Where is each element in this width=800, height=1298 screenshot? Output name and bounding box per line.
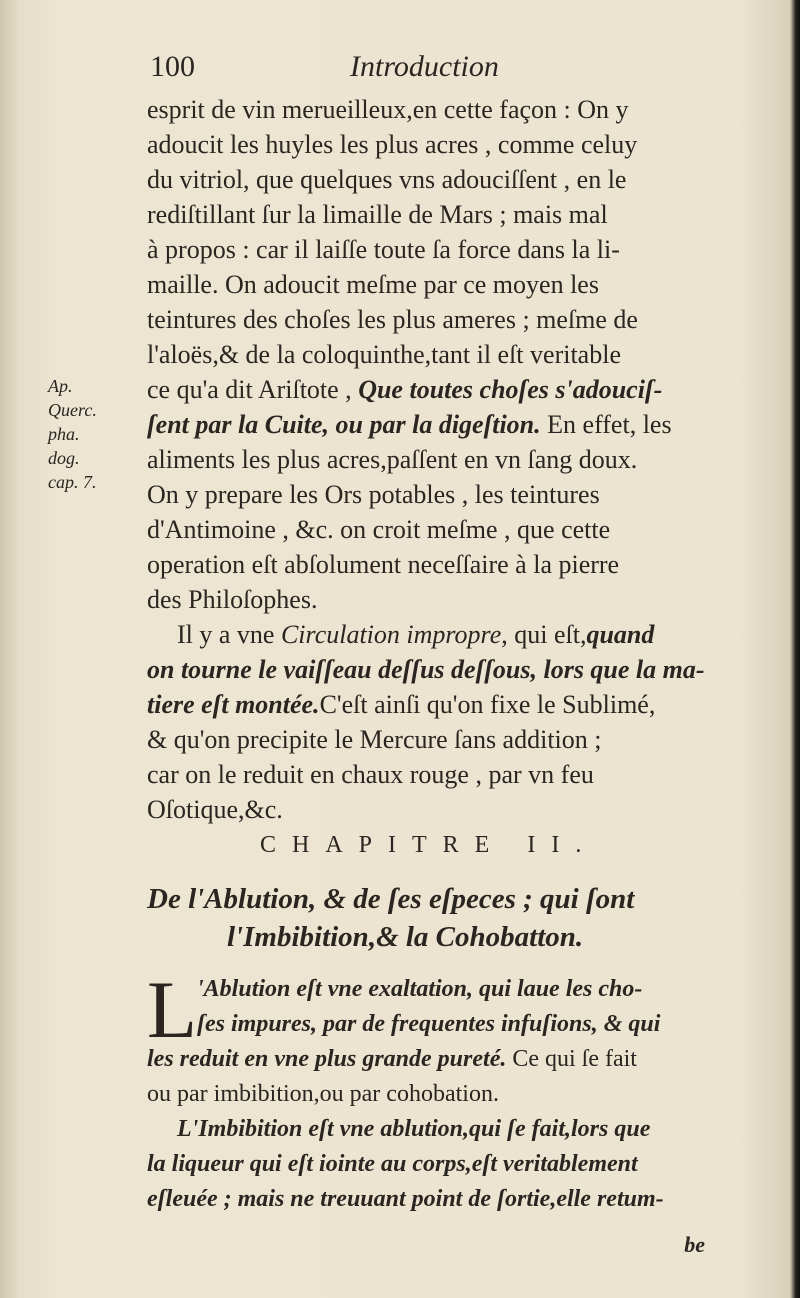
definition-italic: la liqueur qui eſt iointe au corps,eſt veritablement	[147, 1151, 638, 1177]
text-line: maille. On adoucit meſme par ce moyen les	[147, 270, 599, 299]
text-line: esprit de vin merueilleux,en cette façon : On y	[147, 95, 629, 124]
quotation-italic: Que toutes choſes s'adouciſ-	[358, 375, 663, 404]
margin-note	[48, 374, 140, 494]
text-plain: C'eſt ainſi qu'on fixe le Sublimé,	[319, 690, 656, 719]
text-line: operation eſt abſolument neceſſaire à la pierre	[147, 550, 620, 579]
text-line: car on le reduit en chaux rouge , par vn feu	[147, 760, 594, 789]
text-line: ou par imbibition,ou par cohobation.	[147, 1081, 499, 1107]
text-line: rediſtillant ſur la limaille de Mars ; mais mal	[147, 200, 608, 229]
text-line: Oſotique,&c.	[147, 795, 283, 824]
page-number: 100	[150, 50, 195, 83]
text-line	[147, 407, 737, 442]
chapter-title	[147, 880, 737, 956]
page-header	[150, 50, 750, 90]
running-title: Introduction	[350, 50, 499, 83]
text-line	[147, 652, 737, 687]
text-plain: Ce qui ſe fait	[512, 1046, 637, 1072]
text-line: du vitriol, que quelques vns adouciſſent , en le	[147, 165, 627, 194]
definition-italic: L'Imbibition eſt vne ablution,qui ſe fait,lors que	[177, 1116, 651, 1142]
text-line	[147, 972, 737, 1007]
text-line	[147, 687, 737, 722]
quotation-italic: ſent par la Cuite, ou par la digeſtion.	[147, 410, 541, 439]
text-line: & qu'on precipite le Mercure ſans addition ;	[147, 725, 602, 754]
text-plain: ce qu'a dit Ariſtote ,	[147, 375, 352, 404]
drop-cap: L	[147, 964, 198, 1055]
paragraph-1	[147, 92, 737, 827]
margin-note-line: Ap.	[48, 376, 73, 396]
text-line: adoucit les huyles les plus acres , comme celuy	[147, 130, 638, 159]
text-line: teintures des choſes les plus ameres ; meſme de	[147, 305, 638, 334]
text-line	[147, 617, 737, 652]
paragraph-3	[147, 964, 737, 1217]
text-line: d'Antimoine , &c. on croit meſme , que cette	[147, 515, 611, 544]
chapter-title-line: l'Imbibition,& la Cohobatton.	[227, 921, 584, 953]
text-line: aliments les plus acres,paſſent en vn ſang doux.	[147, 445, 638, 474]
text-line: l'aloës,& de la coloquinthe,tant il eſt veritable	[147, 340, 621, 369]
text-plain: , qui eſt,	[501, 620, 587, 649]
definition-italic: les reduit en vne plus grande pureté.	[147, 1046, 507, 1072]
definition-italic: tiere eſt montée.	[147, 690, 320, 719]
definition-italic: quand	[586, 620, 655, 649]
margin-note-line: dog.	[48, 448, 80, 468]
text-line: des Philoſophes.	[147, 585, 318, 614]
text-plain: Il y a vne	[177, 620, 275, 649]
text-line	[147, 1147, 737, 1182]
text-line: On y prepare les Ors potables , les teintures	[147, 480, 600, 509]
definition-italic: on tourne le vaiſſeau deſſus deſſous, lors que la ma-	[147, 655, 705, 684]
definition-italic: ſes impures, par de frequentes infuſions, & qui	[197, 1011, 661, 1037]
definition-italic: eſleuée ; mais ne treuuant point de ſortie,elle retum-	[147, 1186, 664, 1212]
text-plain: En effet, les	[547, 410, 672, 439]
text-line	[147, 372, 737, 407]
chapter-heading: CHAPITRE II.	[260, 832, 598, 858]
text-line	[147, 1112, 737, 1147]
catchword: be	[684, 1232, 705, 1257]
text-line	[147, 1182, 737, 1217]
definition-italic: 'Ablution eſt vne exaltation, qui laue les cho-	[197, 976, 643, 1002]
term-italic: Circulation impropre	[280, 620, 502, 649]
margin-note-line: pha.	[48, 424, 80, 444]
page-edge-shadow	[792, 0, 800, 1298]
text-line: à propos : car il laiſſe toute ſa force dans la li-	[147, 235, 620, 264]
chapter-title-line: De l'Ablution, & de ſes eſpeces ; qui ſont	[147, 883, 635, 915]
text-line	[147, 1042, 737, 1077]
margin-note-line: Querc.	[48, 400, 97, 420]
margin-note-line: cap. 7.	[48, 472, 97, 492]
text-line	[147, 1007, 737, 1042]
